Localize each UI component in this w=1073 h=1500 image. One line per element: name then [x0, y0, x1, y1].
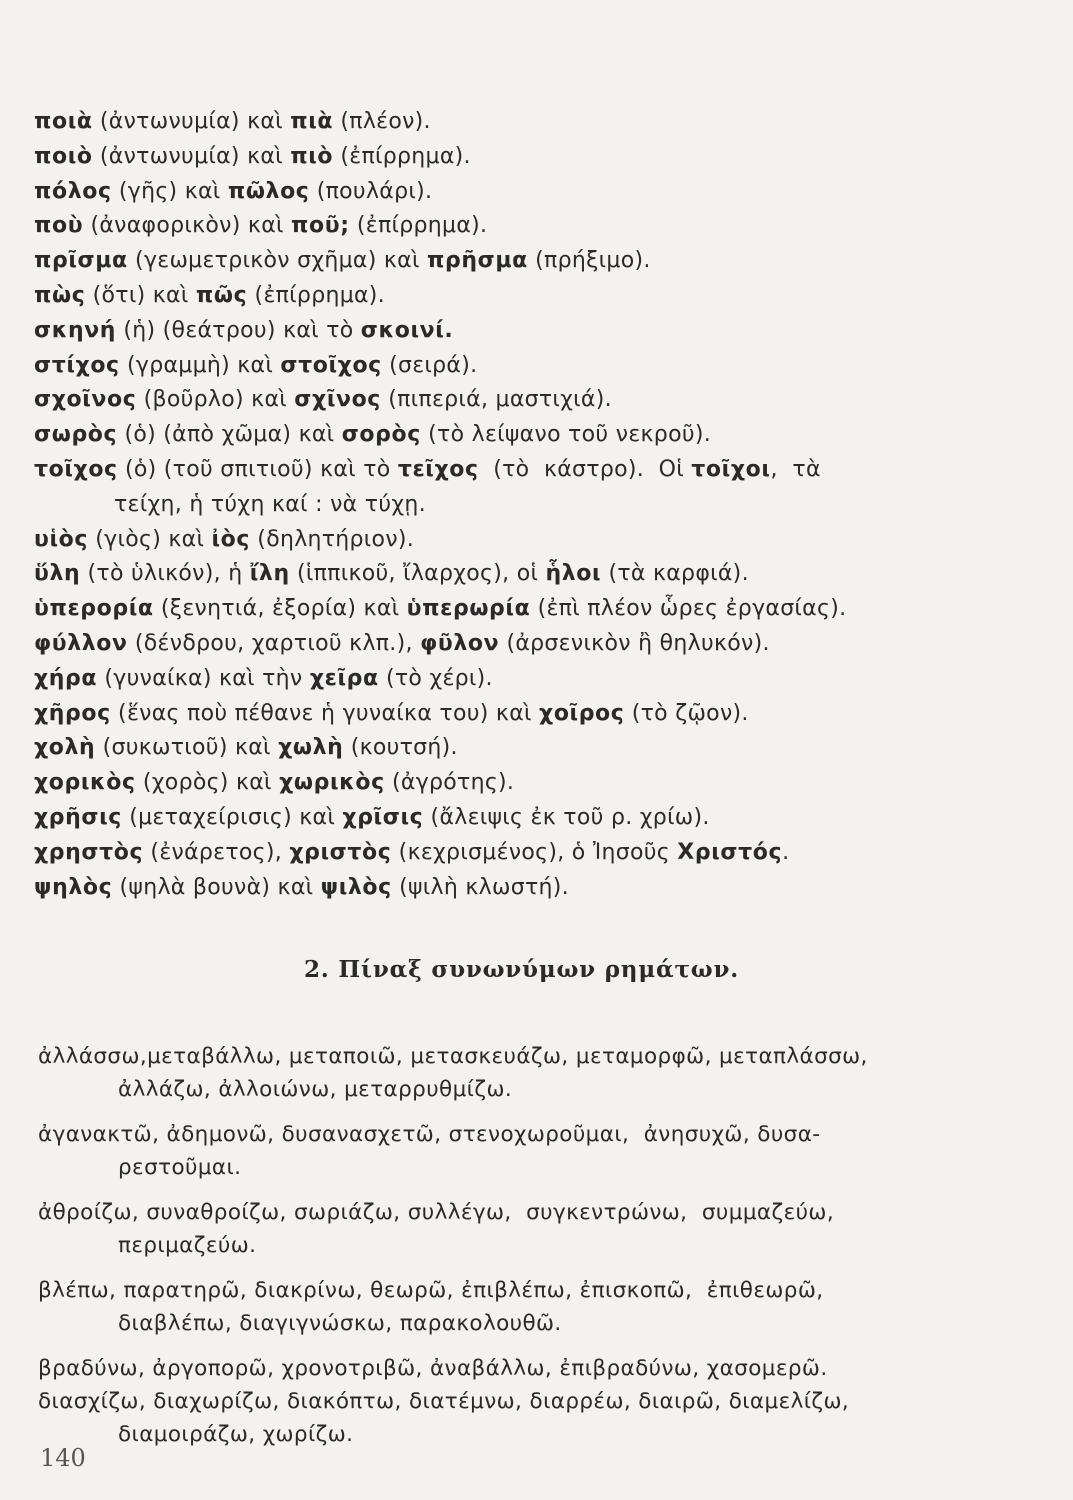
headword: πιὸ: [290, 143, 334, 169]
gloss: (μεταχείρισις) καὶ: [121, 804, 343, 830]
gloss: (πουλάρι).: [309, 178, 433, 204]
headword: σχοῖνος: [34, 387, 137, 413]
gloss: , τὰ: [770, 456, 821, 482]
section-heading: 2. Πίναξ συνωνύμων ρημάτων.: [303, 956, 740, 983]
headword: ἧλοι: [545, 561, 602, 587]
gloss: (γῆς) καὶ: [111, 178, 228, 204]
entry-line: [34, 418, 1044, 453]
headword: σορὸς: [341, 422, 421, 448]
gloss: (ἐνάρετος),: [143, 839, 290, 865]
synonym-line: ἀλλάζω, ἀλλοιώνω, μεταρρυθμίζω.: [118, 1077, 513, 1102]
headword: σχῖνος: [294, 387, 381, 413]
gloss: (βοῦρλο) καὶ: [136, 387, 295, 413]
gloss: (ἐπίρρημα).: [349, 213, 488, 239]
headword: χορικὸς: [34, 770, 136, 796]
headword: χρῆσις: [34, 804, 122, 830]
entry-line: [34, 836, 1044, 871]
headword: πῶλος: [227, 178, 310, 204]
headword: πὼς: [34, 282, 86, 308]
entry-line: [34, 140, 1044, 175]
headword: ἴλη: [249, 561, 290, 587]
gloss: (ἀντωνυμία) καὶ: [92, 143, 291, 169]
gloss: (ὁ) (ἀπὸ χῶμα) καὶ: [117, 422, 342, 448]
gloss: (συκωτιοῦ) καὶ: [95, 735, 279, 761]
headword: ποῦ;: [291, 213, 350, 239]
synonym-group: [38, 1274, 1048, 1340]
synonym-line: ἀλλάσσω,μεταβάλλω, μεταποιῶ, μετασκευάζω, μεταμορφῶ, μεταπλάσσω,: [38, 1044, 868, 1069]
gloss: (γυναίκα) καὶ τὴν: [97, 665, 310, 691]
gloss: (πλέον).: [333, 109, 431, 134]
headword: σωρὸς: [34, 422, 118, 448]
headword: χρῖσις: [342, 804, 424, 830]
headword: ὑπερωρία: [406, 596, 531, 622]
synonym-line: περιμαζεύω.: [118, 1233, 257, 1258]
headword: στοῖχος: [280, 352, 382, 378]
headword: τεῖχος: [397, 456, 479, 482]
entry-line: [34, 209, 1044, 244]
headword: ὑπερορία: [34, 596, 154, 622]
entry-line: [34, 697, 1044, 732]
headword: χρηστὸς: [34, 839, 144, 865]
entry-line: [34, 766, 1044, 801]
headword: χοῖρος: [539, 700, 625, 726]
headword: σκοινί.: [360, 317, 454, 343]
headword: υἱὸς: [34, 526, 88, 552]
gloss: τείχη, ἡ τύχη καί : νὰ τύχῃ.: [114, 491, 426, 517]
gloss: (δένδρου, χαρτιοῦ κλπ.),: [127, 630, 421, 656]
gloss: (ἱππικοῦ, ἴλαρχος), οἱ: [289, 561, 546, 587]
gloss: (τὸ ὑλικόν), ἡ: [80, 561, 250, 587]
gloss: (γεωμετρικὸν σχῆμα) καὶ: [127, 248, 428, 274]
gloss: (τὸ κάστρο). Οἱ: [478, 456, 692, 482]
headword: στίχος: [34, 352, 120, 378]
entry-line: [34, 175, 1044, 210]
headword: χεῖρα: [309, 665, 379, 691]
gloss: (ἄλειψις ἐκ τοῦ ρ. χρίω).: [423, 804, 710, 830]
entry-line: [34, 244, 1044, 279]
gloss: (ἀντωνυμία) καὶ: [92, 109, 291, 134]
gloss: (ψηλὰ βουνὰ) καὶ: [112, 874, 321, 900]
gloss: (γραμμὴ) καὶ: [119, 352, 281, 378]
entry-line: [34, 453, 1044, 488]
gloss: (τὰ καρφιά).: [601, 561, 749, 587]
gloss: (τὸ ζῷον).: [624, 700, 749, 726]
gloss: (χορὸς) καὶ: [135, 770, 280, 796]
entry-line: [34, 279, 1044, 314]
gloss: (πιπεριά, μαστιχιά).: [380, 387, 612, 413]
headword: τοῖχος: [34, 456, 118, 482]
headword: πρῆσμα: [427, 248, 528, 274]
gloss: (ἡ) (θεάτρου) καὶ τὸ: [116, 317, 361, 343]
headword: χήρα: [34, 665, 98, 691]
headword: ποὺ: [34, 213, 84, 239]
synonym-line: ἀθροίζω, συναθροίζω, σωριάζω, συλλέγω, συγκεντρώνω, συμμαζεύω,: [38, 1200, 835, 1225]
entry-line: [34, 105, 1044, 140]
gloss: (ξενητιά, ἐξορία) καὶ: [153, 596, 407, 622]
entry-line: [34, 523, 1044, 558]
synonym-line: διαμοιράζω, χωρίζω.: [118, 1422, 354, 1447]
synonym-line: διαβλέπω, διαγιγνώσκω, παρακολουθῶ.: [118, 1311, 562, 1336]
entry-line: [34, 871, 1044, 906]
gloss: (γιὸς) καὶ: [87, 526, 212, 552]
synonym-list: [38, 1040, 1048, 1463]
gloss: (ἀγρότης).: [384, 770, 515, 796]
synonym-group: [38, 1196, 1048, 1262]
gloss: .: [782, 839, 790, 865]
page-number: 140: [40, 1444, 86, 1472]
headword: Χριστός: [677, 839, 783, 865]
entry-line: [34, 349, 1044, 384]
gloss: (σειρά).: [381, 352, 478, 378]
gloss: (τὸ λείψανο τοῦ νεκροῦ).: [420, 422, 712, 448]
gloss: (δηλητήριον).: [250, 526, 415, 552]
headword: ποιὸ: [34, 143, 93, 169]
headword: ψηλὸς: [34, 874, 113, 900]
gloss: (τὸ χέρι).: [378, 665, 493, 691]
entry-line: [34, 731, 1044, 766]
headword: ἰὸς: [211, 526, 251, 552]
headword: χωλὴ: [278, 735, 344, 761]
gloss: (ἐπὶ πλέον ὧρες ἐργασίας).: [530, 596, 847, 622]
entry-line: [34, 557, 1044, 592]
headword: χωρικὸς: [279, 770, 385, 796]
headword: πόλος: [34, 178, 112, 204]
headword: σκηνή: [34, 317, 117, 343]
entry-line: [34, 383, 1044, 418]
headword: ποιὰ: [34, 109, 93, 134]
homonym-list: [34, 105, 1044, 905]
entry-line: [34, 662, 1044, 697]
headword: τοῖχοι: [691, 456, 771, 482]
synonym-group: [38, 1118, 1048, 1184]
synonym-line: βραδύνω, ἀργοπορῶ, χρονοτριβῶ, ἀναβάλλω, ἐπιβραδύνω, χασομερῶ.: [38, 1356, 828, 1381]
synonym-line: διασχίζω, διαχωρίζω, διακόπτω, διατέμνω, διαρρέω, διαιρῶ, διαμελίζω,: [38, 1389, 850, 1414]
gloss: (ψιλὴ κλωστή).: [391, 874, 569, 900]
entry-line: [34, 801, 1044, 836]
headword: φύλλον: [34, 630, 128, 656]
entry-line: [34, 627, 1044, 662]
gloss: (ἀναφορικὸν) καὶ: [83, 213, 292, 239]
gloss: (κουτσή).: [343, 735, 458, 761]
headword: χῆρος: [34, 700, 111, 726]
headword: φῦλον: [420, 630, 500, 656]
headword: ψιλὸς: [320, 874, 392, 900]
synonym-group: [38, 1040, 1048, 1106]
gloss: (ὅτι) καὶ: [85, 282, 196, 308]
gloss: (κεχρισμένος), ὁ Ἰησοῦς: [391, 839, 678, 865]
synonym-line: ρεστοῦμαι.: [118, 1155, 242, 1180]
headword: χριστὸς: [289, 839, 392, 865]
gloss: (πρήξιμο).: [527, 248, 651, 274]
gloss: (ἕνας ποὺ πέθανε ἡ γυναίκα του) καὶ: [110, 700, 540, 726]
gloss: (ὁ) (τοῦ σπιτιοῦ) καὶ τὸ: [117, 456, 398, 482]
headword: πιὰ: [290, 109, 334, 134]
headword: ὕλη: [34, 561, 81, 587]
synonym-group: [38, 1352, 1048, 1451]
gloss: (ἐπίρρημα).: [247, 282, 385, 308]
gloss: (ἐπίρρημα).: [333, 143, 471, 169]
synonym-line: ἀγανακτῶ, ἀδημονῶ, δυσανασχετῶ, στενοχωροῦμαι, ἀνησυχῶ, δυσα-: [38, 1122, 821, 1147]
entry-line: [34, 314, 1044, 349]
gloss: (ἀρσενικὸν ἢ θηλυκόν).: [499, 630, 770, 656]
headword: πρῖσμα: [34, 248, 128, 274]
headword: πῶς: [195, 282, 248, 308]
synonym-line: βλέπω, παρατηρῶ, διακρίνω, θεωρῶ, ἐπιβλέπω, ἐπισκοπῶ, ἐπιθεωρῶ,: [38, 1278, 824, 1303]
headword: χολὴ: [34, 735, 96, 761]
entry-line: [34, 592, 1044, 627]
entry-line: [34, 488, 1044, 523]
